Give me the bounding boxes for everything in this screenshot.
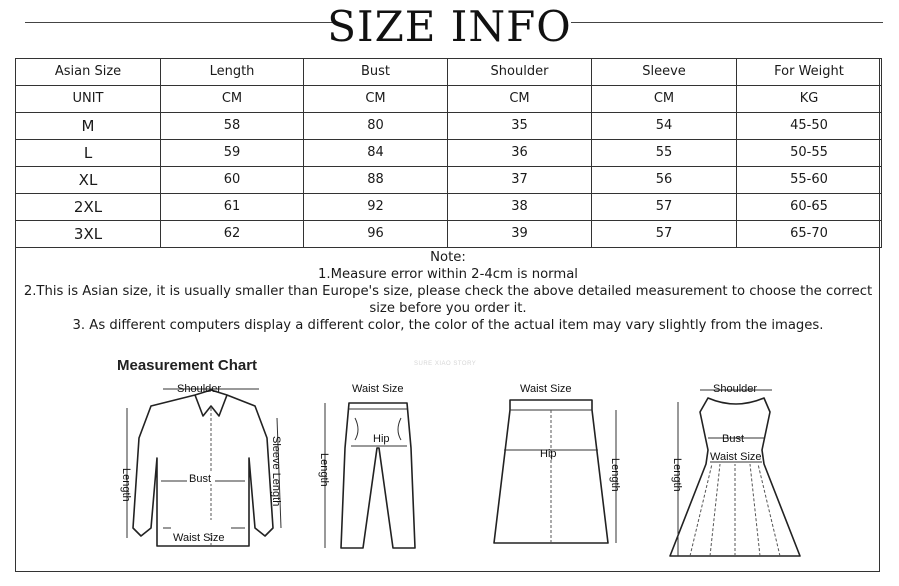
cell-sleeve: 57 — [592, 221, 737, 248]
cell-shoulder: 37 — [448, 167, 592, 194]
pants-waist-label: Waist Size — [352, 383, 404, 395]
shirt-sleeve-label: Sleeve Length — [270, 436, 282, 507]
cell-shoulder: CM — [448, 86, 592, 113]
unit-row — [16, 86, 882, 113]
cell-shoulder: 38 — [448, 194, 592, 221]
cell-weight: 60-65 — [737, 194, 882, 221]
shirt-shoulder-label: Shoulder — [177, 383, 222, 395]
table-row — [16, 167, 882, 194]
measurement-chart — [100, 353, 820, 568]
page-title: SIZE INFO — [327, 2, 572, 51]
pants-diagram — [315, 378, 425, 568]
cell-weight: 50-55 — [737, 140, 882, 167]
cell-bust: CM — [304, 86, 448, 113]
cell-bust: 80 — [304, 113, 448, 140]
cell-shoulder: 35 — [448, 113, 592, 140]
measurement-chart-title: Measurement Chart — [117, 357, 258, 374]
cell-sleeve: 56 — [592, 167, 737, 194]
cell-sleeve: 57 — [592, 194, 737, 221]
cell-sleeve: 54 — [592, 113, 737, 140]
header-row — [16, 59, 882, 86]
pants-hip-label: Hip — [373, 433, 390, 445]
skirt-waist-label: Waist Size — [520, 383, 572, 395]
cell-length: 62 — [161, 221, 304, 248]
skirt-length-label: Length — [609, 458, 621, 492]
cell-shoulder: 36 — [448, 140, 592, 167]
cell-sleeve: CM — [592, 86, 737, 113]
dress-length-label: Length — [671, 458, 683, 492]
cell-sleeve: Sleeve — [592, 59, 737, 86]
cell-weight: For Weight — [737, 59, 882, 86]
cell-bust: 84 — [304, 140, 448, 167]
dress-shoulder-label: Shoulder — [713, 383, 758, 395]
cell-bust: 88 — [304, 167, 448, 194]
cell-weight: 45-50 — [737, 113, 882, 140]
cell-length: Length — [161, 59, 304, 86]
cell-length: 60 — [161, 167, 304, 194]
note-line-1: 1.Measure error within 2-4cm is normal — [318, 267, 578, 282]
shirt-length-label: Length — [120, 468, 132, 502]
cell-length: CM — [161, 86, 304, 113]
cell-weight: 55-60 — [737, 167, 882, 194]
cell-size: 2XL — [16, 194, 161, 221]
table-row — [16, 140, 882, 167]
shirt-bust-label: Bust — [189, 473, 212, 485]
skirt-diagram — [480, 378, 620, 568]
cell-size: XL — [16, 167, 161, 194]
cell-sleeve: 55 — [592, 140, 737, 167]
cell-bust: 92 — [304, 194, 448, 221]
dress-waist-label: Waist Size — [710, 451, 762, 463]
cell-size: UNIT — [16, 86, 161, 113]
cell-bust: 96 — [304, 221, 448, 248]
pants-length-label: Length — [318, 453, 330, 487]
cell-shoulder: 39 — [448, 221, 592, 248]
size-note — [15, 249, 881, 334]
note-line-3: 3. As different computers display a different color, the color of the actual item may vary slightly from the images. — [72, 318, 824, 333]
shirt-waist-label: Waist Size — [173, 532, 225, 544]
note-line-2: 2.This is Asian size, it is usually smaller than Europe's size, please check the above detailed measurement to choose the correct size before you order it. — [23, 284, 873, 316]
cell-size: Asian Size — [16, 59, 161, 86]
cell-length: 59 — [161, 140, 304, 167]
table-row — [16, 194, 882, 221]
cell-shoulder: Shoulder — [448, 59, 592, 86]
cell-size: M — [16, 113, 161, 140]
cell-weight: 65-70 — [737, 221, 882, 248]
note-heading: Note: — [430, 250, 466, 265]
cell-weight: KG — [737, 86, 882, 113]
skirt-hip-label: Hip — [540, 448, 557, 460]
dress-diagram — [660, 378, 810, 568]
table-row — [16, 221, 882, 248]
cell-length: 58 — [161, 113, 304, 140]
cell-size: 3XL — [16, 221, 161, 248]
table-row — [16, 113, 882, 140]
cell-size: L — [16, 140, 161, 167]
cell-bust: Bust — [304, 59, 448, 86]
cell-length: 61 — [161, 194, 304, 221]
watermark: SURE XIAO STORY — [414, 361, 477, 367]
dress-bust-label: Bust — [722, 433, 745, 445]
shirt-diagram — [115, 378, 300, 568]
size-table — [15, 58, 882, 248]
